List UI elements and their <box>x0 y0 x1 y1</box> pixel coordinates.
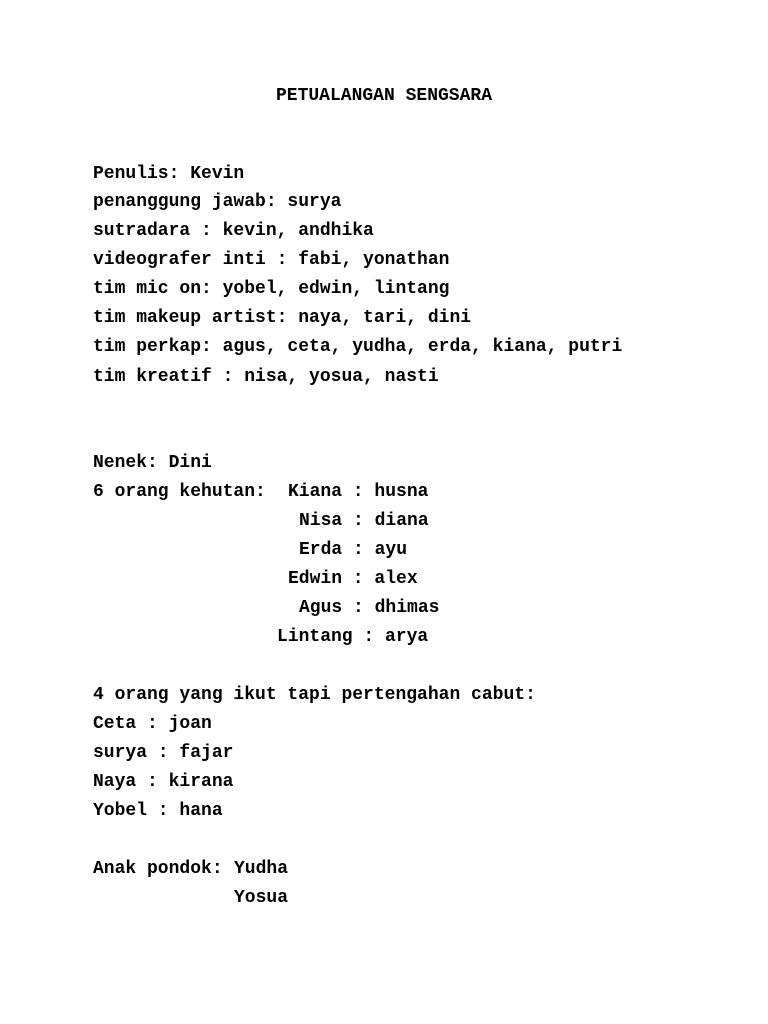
forest-group-label: 6 orang kehutan: <box>93 482 266 502</box>
forest-member: Nisa : diana <box>299 511 429 531</box>
credit-videographer: videografer inti : fabi, yonathan <box>93 250 450 270</box>
credit-makeup-team: tim makeup artist: naya, tari, dini <box>93 308 472 328</box>
credit-director: sutradara : kevin, andhika <box>93 221 374 241</box>
leaver-item: Yobel : hana <box>93 801 223 821</box>
anak-pondok-label: Anak pondok: <box>93 859 223 879</box>
leavers-label: 4 orang yang ikut tapi pertengahan cabut: <box>93 685 536 705</box>
forest-member: Lintang : arya <box>277 627 429 647</box>
credit-writer: Penulis: Kevin <box>93 164 245 184</box>
forest-member: Erda : ayu <box>299 540 408 560</box>
anak-pondok-member: Yosua <box>234 888 289 908</box>
forest-member: Edwin : alex <box>288 569 418 589</box>
credit-property-team: tim perkap: agus, ceta, yudha, erda, kiana, putri <box>93 337 623 357</box>
credit-mic-team: tim mic on: yobel, edwin, lintang <box>93 279 450 299</box>
anak-pondok-member: Yudha <box>234 859 289 879</box>
page-title: PETUALANGAN SENGSARA <box>275 86 493 106</box>
forest-member: Agus : dhimas <box>299 598 440 618</box>
leaver-item: surya : fajar <box>93 743 234 763</box>
forest-member: Kiana : husna <box>288 482 429 502</box>
leaver-item: Naya : kirana <box>93 772 234 792</box>
cast-grandmother: Nenek: Dini <box>93 453 212 473</box>
credit-person-in-charge: penanggung jawab: surya <box>93 192 342 212</box>
leaver-item: Ceta : joan <box>93 714 212 734</box>
credit-creative-team: tim kreatif : nisa, yosua, nasti <box>93 367 439 387</box>
